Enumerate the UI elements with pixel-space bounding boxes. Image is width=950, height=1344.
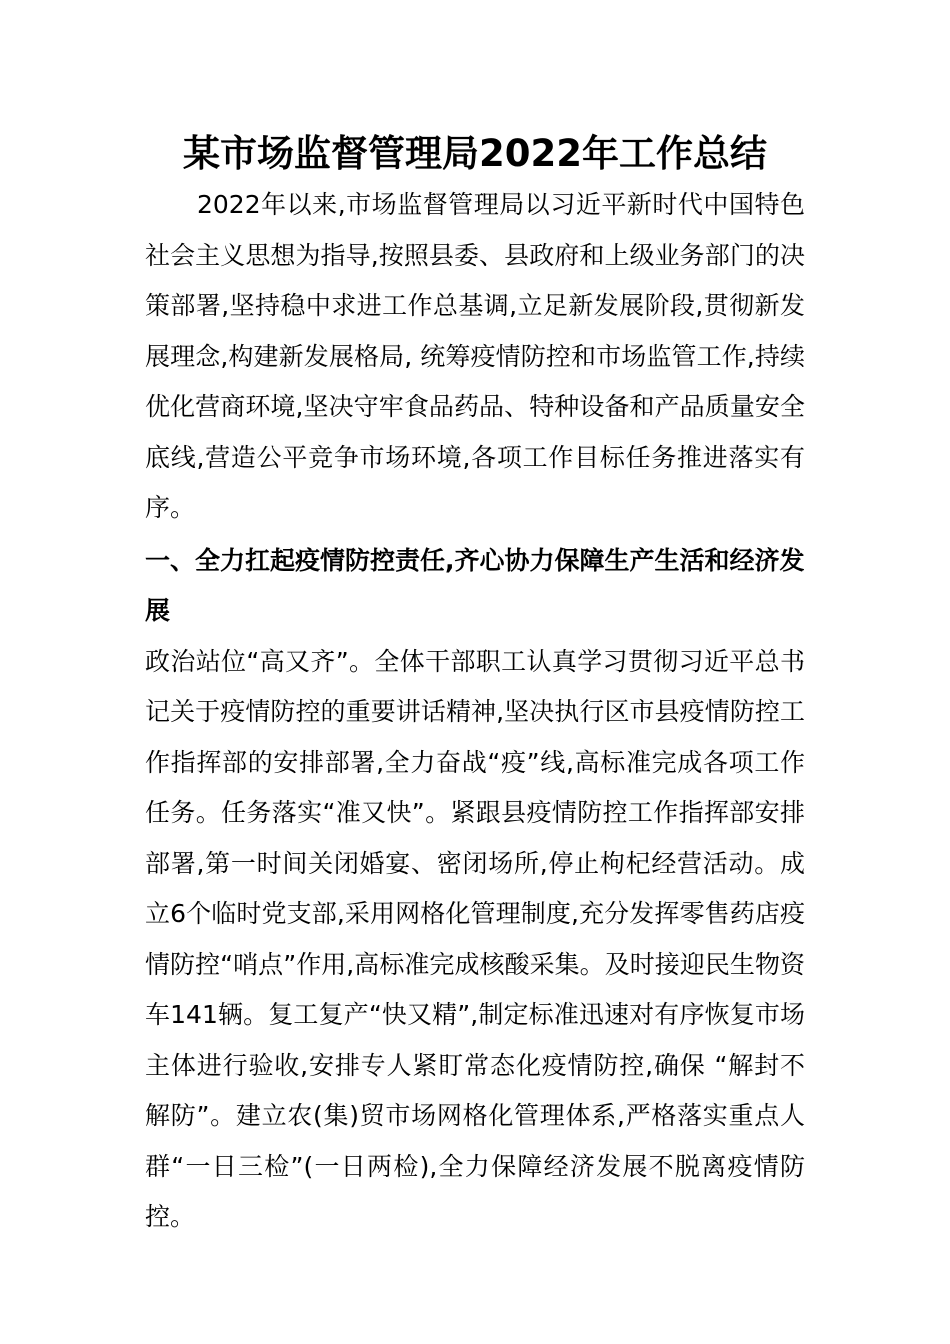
- intro-paragraph: 2022年以来,市场监督管理局以习近平新时代中国特色社会主义思想为指导,按照县委、县政府和上级业务部门的决策部署,坚持稳中求进工作总基调,立足新发展阶段,贯彻新发展理念,构建新发展格局, 统筹疫情防控和市场监管工作,持续优化营商环境,坚决守牢食品药品、特种设备和产品质量安全底线,营造公平竞争市场环境,各项工作目标任务推进落实有序。: [145, 190, 805, 522]
- section-1-heading: 一、全力扛起疫情防控责任,齐心协力保障生产生活和经济发展: [145, 545, 805, 625]
- document-title: 某市场监督管理局2022年工作总结: [183, 132, 767, 175]
- section-1-body: 政治站位“高又齐”。全体干部职工认真学习贯彻习近平总书记关于疫情防控的重要讲话精神,坚决执行区市县疫情防控工作指挥部的安排部署,全力奋战“疫”线,高标准完成各项工作任务。任务落实“准又快”。紧跟县疫情防控工作指挥部安排部署,第一时间关闭婚宴、密闭场所,停止枸杞经营活动。成立6个临时党支部,采用网格化管理制度,充分发挥零售药店疫情防控“哨点”作用,高标准完成核酸采集。及时接迎民生物资车141辆。复工复产“快又精”,制定标准迅速对有序恢复市场主体进行验收,安排专人紧盯常态化疫情防控,确保 “解封不解防”。建立农(集)贸市场网格化管理体系,严格落实重点人群“一日三检”(一日两检),全力保障经济发展不脱离疫情防控。: [145, 646, 805, 1231]
- document-page: [145, 128, 805, 1243]
